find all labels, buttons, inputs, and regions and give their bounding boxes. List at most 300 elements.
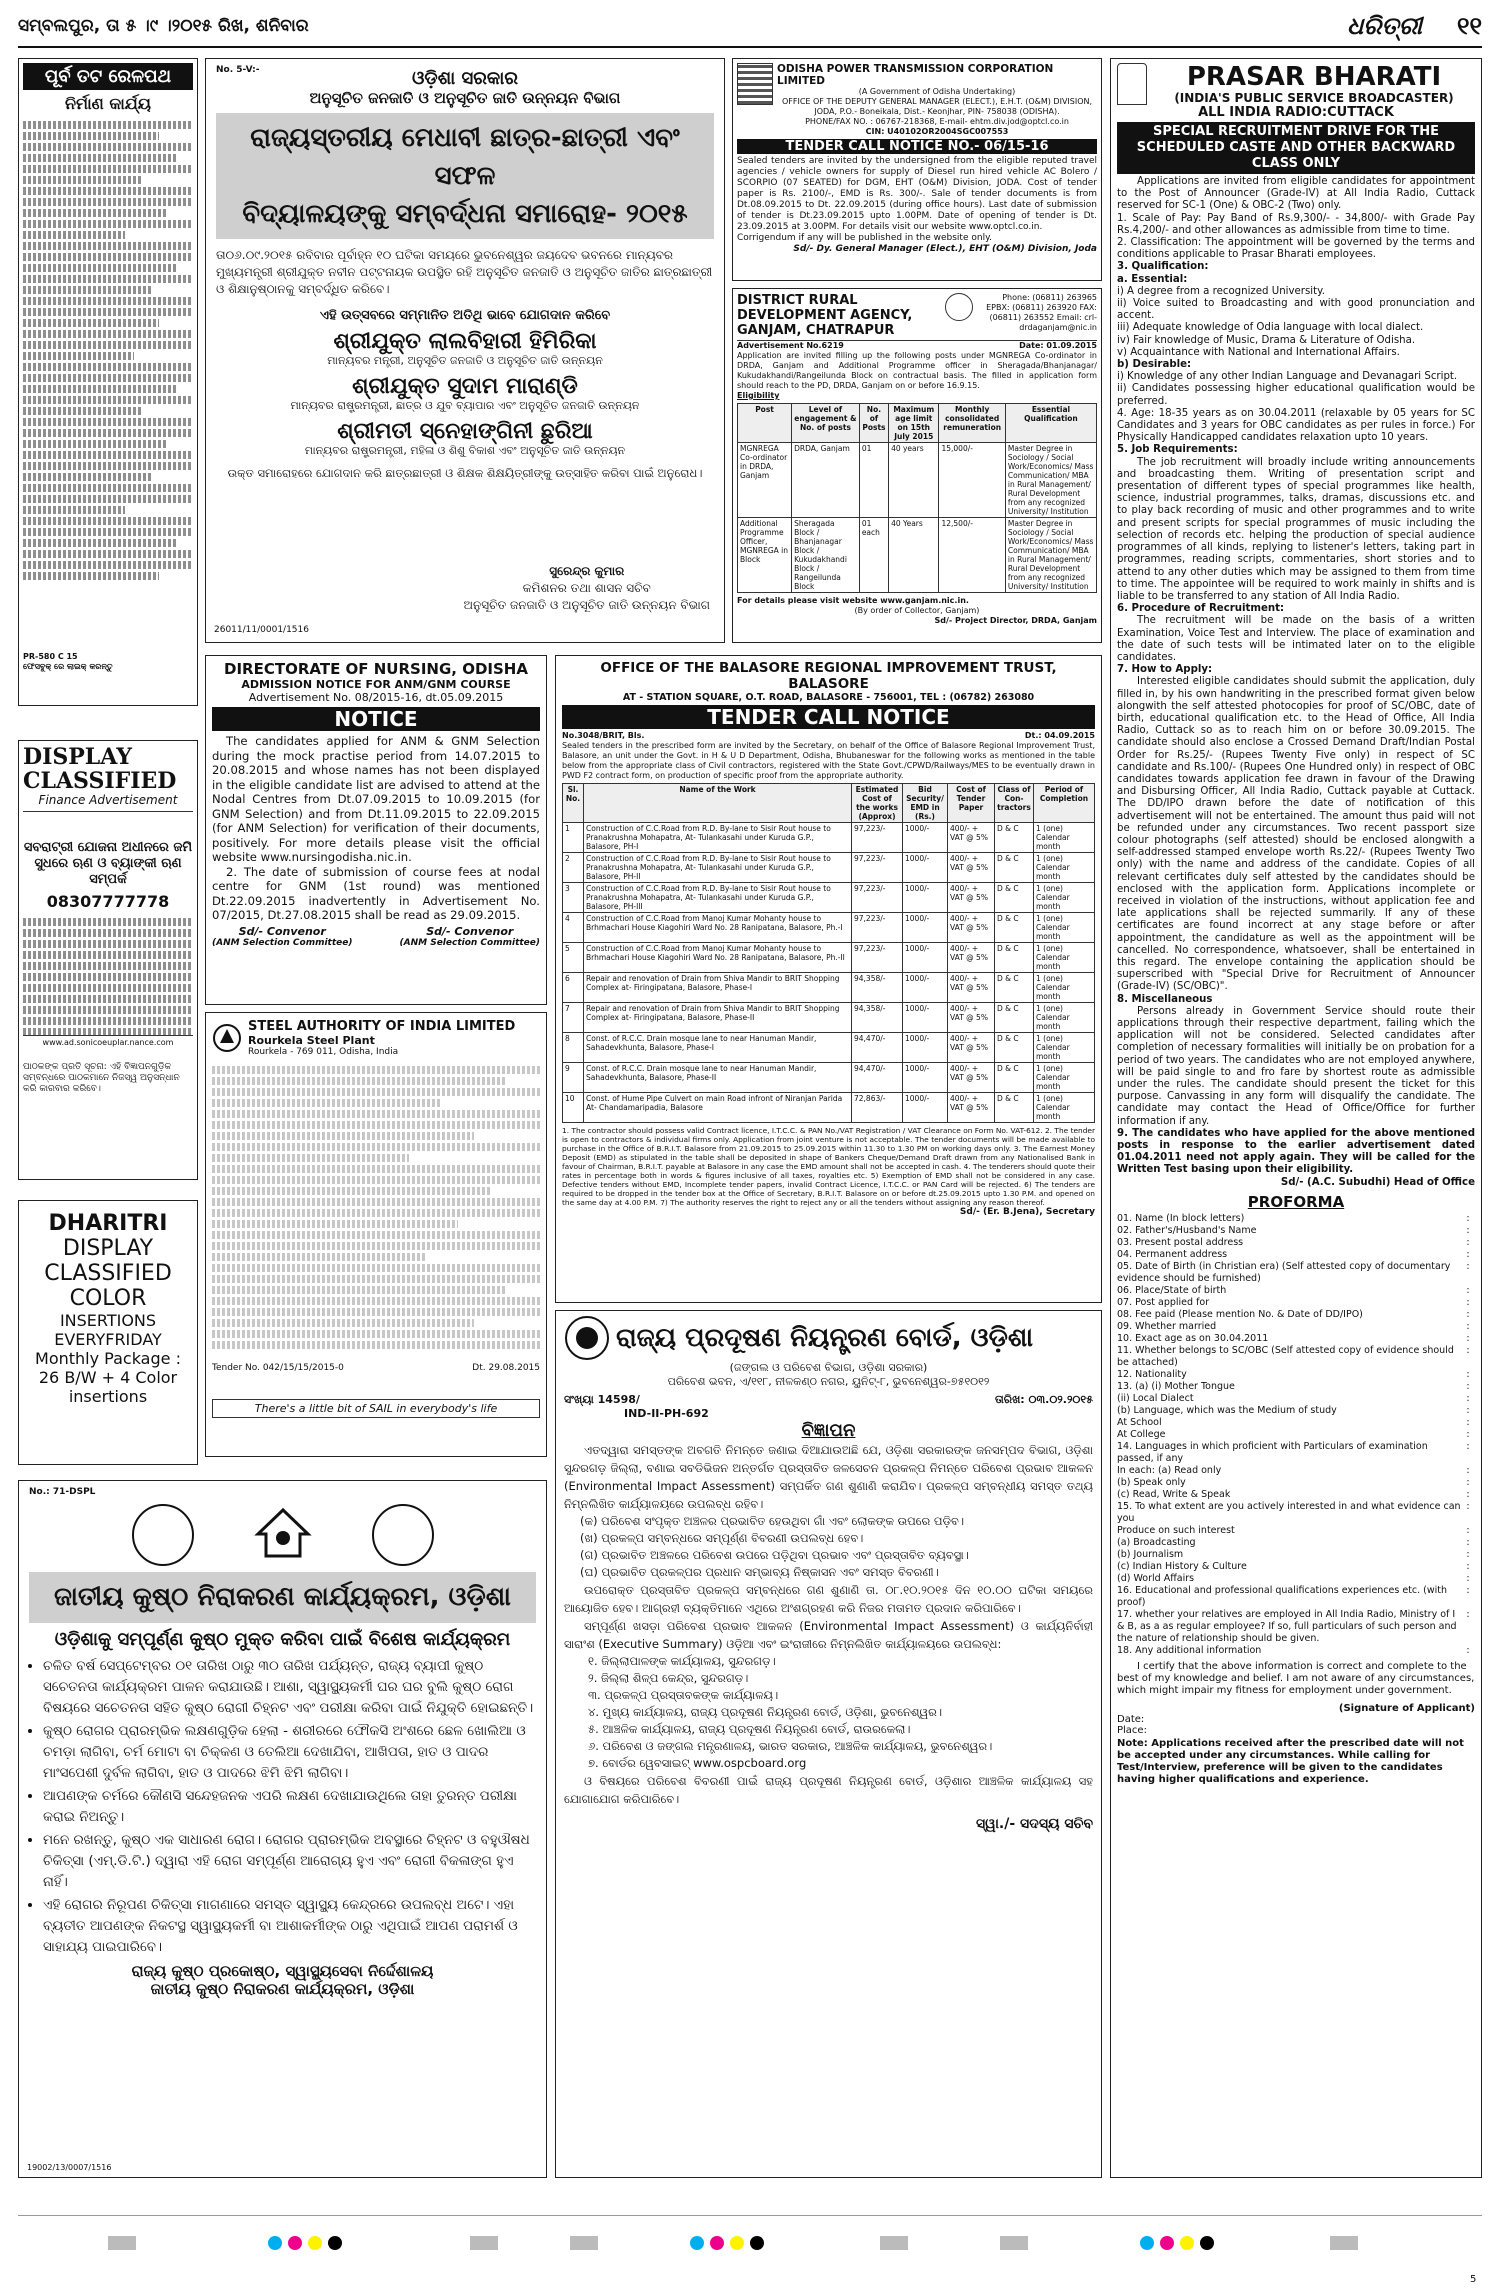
proforma-field xyxy=(1117,1549,1475,1561)
proforma-field-label: 07. Post applied for xyxy=(1117,1296,1210,1308)
prasar-note: Note: Applications received after the prescribed date will not be accepted under any circumstances. While calling for Test/Interview, preference will be given to the candidates having higher qualifications and experience. xyxy=(1117,1737,1464,1785)
brit-cell: Construction of C.C.Road from Manoj Kumar Mohanty house to Brhmachari House Kiagohiri Ward No. 28 Ranipatana, Balasore, Ph.-I xyxy=(584,913,852,943)
proforma-colon: : xyxy=(1466,1584,1470,1596)
registration-mark xyxy=(108,2236,136,2250)
govt-signature xyxy=(464,563,710,614)
drda-th-1: Level of engagement & No. of posts xyxy=(792,404,860,443)
drda-cell: 40 Years xyxy=(889,518,939,593)
ospcb-body-2: ଉପରୋକ୍ତ ପ୍ରସ୍ତାବିତ ପ୍ରକଳ୍ପ ସମ୍ବନ୍ଧରେ ଗଣ ଶୁଣାଣି ତା. ୦୮.୧୦.୨୦୧୫ ଦିନ ୧୦.୦୦ ଘଟିକା ସମୟରେ ଆୟୋଜିତ ହେବ। ଆଗ୍ରହୀ ବ୍ୟକ୍ତିମାନେ ଏଥିରେ ଅଂଶଗ୍ରହଣ କରି ନିଜର ମତାମତ ପ୍ରଦାନ କରିପାରିବେ। xyxy=(564,1583,1093,1615)
ospcb-body-1: ଏତଦ୍ୱାରା ସମସ୍ତଙ୍କ ଅବଗତି ନିମନ୍ତେ ଜଣାଇ ଦିଆଯାଉଅଛି ଯେ, ଓଡ଼ିଶା ସରକାରଙ୍କ ଜନସମ୍ପଦ ବିଭାଗ, ଓଡ଼ିଶା ସୁନ୍ଦରଗଡ଼ ଜିଲ୍ଲା, ବଣାଇ ସବଡିଭିଜନ ଅନ୍ତର୍ଗତ ପ୍ରସ୍ତାବିତ ଜଳସେଚନ ପ୍ରକଳ୍ପ ନିମନ୍ତେ ପରିବେଶ ପ୍ରଭାବ ଆକଳନ (Environmental Impact Assessment) ସମ୍ପର୍କିତ ଗଣ ଶୁଣାଣି କରାଯିବ। ପ୍ରକଳ୍ପ ସମ୍ବନ୍ଧୀୟ ସମସ୍ତ ତଥ୍ୟ ନିମ୍ନଲିଖିତ କାର୍ଯ୍ୟାଳୟରେ ଉପଲବ୍ଧ ରହିବ। xyxy=(564,1443,1093,1511)
table-row xyxy=(738,518,1097,593)
brit-cell: 94,358/- xyxy=(852,973,903,1003)
brit-cell: 1 (one) Calendar month xyxy=(1034,943,1095,973)
proforma-field-label: (b) Speak only xyxy=(1117,1476,1186,1488)
proforma-colon: : xyxy=(1466,1428,1470,1440)
sign-title: କମିଶନର ତଥା ଶାସନ ସଚିବ xyxy=(522,581,651,595)
proforma-field-label: (b) Journalism xyxy=(1117,1548,1184,1560)
proforma-colon: : xyxy=(1466,1308,1470,1320)
brit-cell: 1 (one) Calendar month xyxy=(1034,1003,1095,1033)
optcl-office: OFFICE OF THE DEPUTY GENERAL MANAGER (ELECT.), E.H.T. (O&M) DIVISION, JODA, P.O.- Boneikala, Dist.- Keonjhar, PIN- 758038 (ODISHA). xyxy=(781,97,1093,116)
proforma-colon: : xyxy=(1466,1536,1470,1548)
proforma-field-label: (d) World Affairs xyxy=(1117,1572,1195,1584)
brit-cell: 2 xyxy=(563,853,584,883)
ospcb-office-2: ୨. ଜିଲ୍ଲା ଶିଳ୍ପ କେନ୍ଦ୍ର, ସୁନ୍ଦରଗଡ଼। xyxy=(588,1671,749,1685)
brit-th-6: Period of Completion xyxy=(1034,784,1095,823)
brit-cell: 94,470/- xyxy=(852,1063,903,1093)
drda-cell: MGNREGA Co-ordinator in DRDA, Ganjam xyxy=(738,443,792,518)
drda-advertisement xyxy=(732,288,1102,643)
nursing-sub: ADMISSION NOTICE FOR ANM/GNM COURSE xyxy=(241,678,511,691)
proforma-place: Place: xyxy=(1117,1724,1147,1736)
cyan-dot xyxy=(690,2236,704,2250)
table-row xyxy=(563,883,1095,913)
sign-name: ସୁରେନ୍ଦ୍ର କୁମାର xyxy=(549,564,625,578)
optcl-sub: (A Government of Odisha Undertaking) xyxy=(858,87,1016,96)
drda-sign: Sd/- Project Director, DRDA, Ganjam xyxy=(934,616,1097,625)
black-dot xyxy=(328,2236,342,2250)
brit-cell: 97,223/- xyxy=(852,823,903,853)
ospcb-body-3: ସମ୍ପୂର୍ଣ୍ଣ ଖସଡ଼ା ପରିବେଶ ପ୍ରଭାବ ଆକଳନ (Environmental Impact Assessment) ଓ କାର୍ଯ୍ୟନିର୍ବାହୀ ସାରାଂଶ (Executive Summary) ଓଡ଼ିଆ ଏବଂ ଇଂରାଜୀରେ ନିମ୍ନଲିଖିତ କାର୍ଯ୍ୟାଳୟରେ ଉପଲବ୍ଧ: xyxy=(564,1619,1093,1651)
guest-2-role: ମାନ୍ୟବର ରାଷ୍ଟ୍ରମନ୍ତ୍ରୀ, ଛାତ୍ର ଓ ଯୁବ ବ୍ୟାପାର ଏବଂ ଅନୁସୂଚିତ ଜନଜାତି ଉନ୍ନୟନ xyxy=(290,399,640,412)
brit-tender xyxy=(555,655,1102,1303)
odisha-emblem-icon xyxy=(132,1504,194,1566)
proforma-field xyxy=(1117,1537,1475,1549)
proforma-field xyxy=(1117,1405,1475,1417)
drda-emblem xyxy=(945,293,973,321)
brit-no: No.3048/BRIT, Bls. xyxy=(562,731,645,740)
black-dot xyxy=(1200,2236,1214,2250)
proforma-field-label: (b) Language, which was the Medium of study xyxy=(1117,1404,1337,1416)
drda-cell: 40 years xyxy=(889,443,939,518)
brit-cell: 8 xyxy=(563,1033,584,1063)
prasar-p4: 4. Age: 18-35 years as on 30.04.2011 (relaxable by 05 years for SC Candidates and 3 years for OBC candidates as per rules in force.) For Physically Handicapped candidates relaxation upto 10 years. xyxy=(1117,407,1475,444)
proforma-colon: : xyxy=(1466,1464,1470,1476)
drda-contacts: Phone: (06811) 263965 EPBX: (06811) 263920 FAX: (06811) 263552 Email: crl-drdaganjam@nic.in xyxy=(986,293,1097,332)
brit-cell: 1000/- xyxy=(903,853,948,883)
drda-cell: 12,500/- xyxy=(939,518,1005,593)
proforma-field xyxy=(1117,1345,1475,1369)
brit-cell: 1 xyxy=(563,823,584,853)
govt-felicitation-ad xyxy=(205,58,725,643)
ospcb-head: ବିଜ୍ଞାପନ xyxy=(801,1420,856,1441)
proforma-field xyxy=(1117,1213,1475,1225)
brit-cell: Construction of C.C.Road from R.D. By-lane to Sisir Rout house to Pranakrushna Mohapatra, At- Tulankasahi under Kuruda G.P., Balasore, PH-I xyxy=(584,823,852,853)
table-row xyxy=(563,823,1095,853)
drda-th-3: Maximum age limit on 15th July 2015 xyxy=(889,404,939,443)
drda-th-2: No. of Posts xyxy=(859,404,888,443)
proforma-field xyxy=(1117,1309,1475,1321)
proforma-colon: : xyxy=(1466,1248,1470,1260)
proforma-field xyxy=(1117,1441,1475,1465)
yellow-dot xyxy=(308,2236,322,2250)
brit-cell: 400/- + VAT @ 5% xyxy=(948,1093,995,1123)
prasar-p5h: 5. Job Requirements: xyxy=(1117,444,1238,456)
govt-ad-code: 26011/11/0001/1516 xyxy=(214,625,309,635)
drda-cell: 01 xyxy=(859,443,888,518)
brit-cell: 1000/- xyxy=(903,1093,948,1123)
brit-cell: 1 (one) Calendar month xyxy=(1034,913,1095,943)
proforma-colon: : xyxy=(1466,1608,1470,1620)
drda-cell: Additional Programme Officer, MGNREGA in Block xyxy=(738,518,792,593)
registration-mark xyxy=(880,2236,908,2250)
leprosy-point-4: • ମନେ ରଖନ୍ତୁ, କୁଷ୍ଠ ଏକ ସାଧାରଣ ରୋଗ। ରୋଗର ପ୍ରାରମ୍ଭିକ ଅବସ୍ଥାରେ ଚିହ୍ନଟ ଓ ବହୁଔଷଧ ଚିକିତ୍ସା (ଏମ୍.ଡି.ଟି.) ଦ୍ୱାରା ଏହି ରୋଗ ସମ୍ପୂର୍ଣ୍ଣ ଆରୋଗ୍ୟ ହୁଏ ଏବଂ ରୋଗୀ ବିକଳାଙ୍ଗ ହୁଏ ନାହିଁ। xyxy=(43,1830,536,1893)
brit-addr: AT - STATION SQUARE, O.T. ROAD, BALASORE - 756001, TEL : (06782) 263080 xyxy=(622,692,1035,703)
prasar-title: PRASAR BHARATI xyxy=(1186,62,1442,92)
optcl-sign: Sd/- Dy. General Manager (Elect.), EHT (O&M) Division, Joda xyxy=(793,244,1097,254)
optcl-logo xyxy=(737,63,773,105)
leprosy-ad xyxy=(18,1480,547,2178)
prasar-station: ALL INDIA RADIO:CUTTACK xyxy=(1198,105,1394,120)
brit-cell: D & C xyxy=(995,1033,1034,1063)
table-row xyxy=(563,784,1095,823)
brit-cell: Repair and renovation of Drain from Shiva Mandir to BRIT Shopping Complex at- Firingipatana, Balasore, Phase-I xyxy=(584,973,852,1003)
proforma-colon: : xyxy=(1466,1344,1470,1356)
leprosy-point-3: • ଆପଣଙ୍କ ଚର୍ମରେ କୌଣସି ସନ୍ଦେହଜନକ ଏପରି ଲକ୍ଷଣ ଦେଖାଯାଉଥିଲେ ତାହା ତୁରନ୍ତ ପରୀକ୍ଷା କରାଇ ନିଅନ୍ତୁ। xyxy=(43,1786,536,1828)
proforma-colon: : xyxy=(1466,1404,1470,1416)
drda-body: Application are invited filling up the following posts under MGNREGA Co-ordinator in DRDA, Ganjam and Additional Programme officer in Sheragada/Bhanjanagar/ Kukudakhandi/Rangeilunda Block on contractual basis. The filled in application form should reach to the PD, DRDA, Ganjam on or before 16.9.15. xyxy=(737,351,1097,390)
dharitri-line-7: Monthly Package : xyxy=(35,1349,181,1368)
proforma-field xyxy=(1117,1417,1475,1429)
proforma-field-label: 18. Any additional information xyxy=(1117,1644,1262,1656)
ospcb-office-7: ୭. ବୋର୍ଡର ୱେବସାଇଟ୍ www.ospcboard.org xyxy=(588,1756,807,1770)
optcl-org: ODISHA POWER TRANSMISSION CORPORATION LIMITED xyxy=(777,63,1054,87)
brit-intro: Sealed tenders in the prescribed form are invited by the Secretary, on behalf of the Office of Balasore Regional Improvement Trust, Balasore, an unit under the Govt. in H & U D Department, Odisha, Bhubaneswar for the following works as mentioned in the table below from the appropriate class of Civil contractors, registered with the State Govt./CPWD/Railways/MES to be eventually drawn in PWD F2 contract form, on production of specific proof from the appropriate authority. xyxy=(562,741,1095,780)
brit-cell: 400/- + VAT @ 5% xyxy=(948,1033,995,1063)
brit-cell: 97,223/- xyxy=(852,943,903,973)
prasar-p3b: b) Desirable: xyxy=(1117,359,1192,371)
proforma-field-label: (c) Indian History & Culture xyxy=(1117,1560,1247,1572)
registration-mark xyxy=(570,2236,598,2250)
ospcb-title: ରାଜ୍ୟ ପ୍ରଦୂଷଣ ନିୟନ୍ତ୍ରଣ ବୋର୍ଡ, ଓଡ଼ିଶା xyxy=(616,1322,1034,1353)
brit-cell: 1000/- xyxy=(903,943,948,973)
ospcb-office-3: ୩. ପ୍ରକଳ୍ପ ପ୍ରସ୍ତାବକଙ୍କ କାର୍ଯ୍ୟାଳୟ। xyxy=(588,1688,779,1702)
brit-cell: 4 xyxy=(563,913,584,943)
proforma-field xyxy=(1117,1381,1475,1393)
drda-cell: Sheragada Block / Bhanjanagar Block / Kukudakhandi Block / Rangeilunda Block xyxy=(792,518,860,593)
brit-cell: 1 (one) Calendar month xyxy=(1034,1033,1095,1063)
proforma-colon: : xyxy=(1466,1560,1470,1572)
brit-cell: 7 xyxy=(563,1003,584,1033)
ospcb-list xyxy=(564,1513,1093,1581)
ospcb-logo-icon xyxy=(564,1315,610,1361)
ospcb-ref: IND-II-PH-692 xyxy=(624,1407,709,1420)
brit-cell: Construction of C.C.Road from R.D. By-lane to Sisir Rout house to Pranakrushna Mohapatra, At- Tulankasahi under Kuruda G.P., Balasore, PH-III xyxy=(584,883,852,913)
leprosy-points xyxy=(29,1656,536,1958)
sail-tagline: There's a little bit of SAIL in everybody's life xyxy=(212,1399,540,1418)
sail-body xyxy=(212,1063,540,1363)
classified-note: ପାଠକଙ୍କ ପ୍ରତି ସୂଚନା: ଏହି ବିଜ୍ଞାପନଗୁଡ଼ିକ ସମ୍ବନ୍ଧରେ ପାଠକମାନେ ନିଜସ୍ୱ ଅନୁସନ୍ଧାନ କରି କାରବାର କରିବେ। xyxy=(23,1062,180,1094)
govt-dept: ଅନୁସୂଚିତ ଜନଜାତି ଓ ଅନୁସୂଚିତ ଜାତି ଉନ୍ନୟନ ବିଭାଗ xyxy=(309,89,621,107)
brit-cell: 94,470/- xyxy=(852,1033,903,1063)
proforma-colon: : xyxy=(1466,1524,1470,1536)
display-classified xyxy=(18,740,198,1180)
classified-title: DISPLAY CLASSIFIED xyxy=(23,744,177,794)
proforma-colon: : xyxy=(1466,1416,1470,1428)
brit-cell: 10 xyxy=(563,1093,584,1123)
govt-name: ଓଡ଼ିଶା ସରକାର xyxy=(412,68,518,89)
proforma-colon: : xyxy=(1466,1212,1470,1224)
prasar-des-1: i) Knowledge of any other Indian Language and Devanagari Script. xyxy=(1117,371,1458,383)
prasar-p3a: a. Essential: xyxy=(1117,273,1188,285)
prasar-p8h: 8. Miscellaneous xyxy=(1117,993,1213,1005)
drda-footer: For details please visit website www.ganjam.nic.in. xyxy=(737,596,969,605)
drda-th-5: Essential Qualification xyxy=(1005,404,1096,443)
ospcb-sub: (ଜଙ୍ଗଲ ଓ ପରିବେଶ ବିଭାଗ, ଓଡ଼ିଶା ସରକାର) xyxy=(729,1361,928,1374)
dharitri-line-8: 26 B/W + 4 Color xyxy=(38,1368,178,1387)
leprosy-point-1: • ଚଳିତ ବର୍ଷ ସେପ୍ଟେମ୍ବର ୦୧ ତାରିଖ ଠାରୁ ୩୦ ତାରିଖ ପର୍ଯ୍ୟନ୍ତ, ରାଜ୍ୟ ବ୍ୟାପୀ କୁଷ୍ଠ ସଚେତନତା କାର୍ଯ୍ୟକ୍ରମ ପାଳନ କରାଯାଉଛି। ଆଶା, ସ୍ୱାସ୍ଥ୍ୟକର୍ମୀ ଘର ଘର ବୁଲି କୁଷ୍ଠ ରୋଗ ବିଷୟରେ ସଚେତନତା ସହିତ କୁଷ୍ଠ ରୋଗୀ ଚିହ୍ନଟ ଏବଂ ପରୀକ୍ଷା କରିବା ପାଇଁ ନିଯୁକ୍ତି ହୋଇଛନ୍ତି। xyxy=(43,1656,536,1719)
guest-intro: ଏହି ଉତ୍ସବରେ ସମ୍ମାନିତ ଅତିଥି ଭାବେ ଯୋଗଦାନ କରିବେ xyxy=(319,308,611,323)
drda-date: Date: 01.09.2015 xyxy=(1019,341,1097,350)
proforma-field-label: 17. whether your relatives are employed in All India Radio, Ministry of I & B, as a as regular employee? If so, full particulars of such person and the nature of relationship should be given. xyxy=(1117,1608,1457,1644)
proforma-field-label: (ii) Local Dialect xyxy=(1117,1392,1194,1404)
proforma-field-label: In each: (a) Read only xyxy=(1117,1464,1222,1476)
brit-cell: D & C xyxy=(995,853,1034,883)
brit-cell: D & C xyxy=(995,1063,1034,1093)
brit-cell: 1000/- xyxy=(903,883,948,913)
proforma-field-label: 03. Present postal address xyxy=(1117,1236,1244,1248)
brit-cell: D & C xyxy=(995,913,1034,943)
proforma-colon: : xyxy=(1466,1236,1470,1248)
brit-cell: 1 (one) Calendar month xyxy=(1034,973,1095,1003)
optcl-notice: TENDER CALL NOTICE NO.- 06/15-16 xyxy=(737,139,1097,154)
sail-plant: Rourkela Steel Plant xyxy=(248,1034,375,1047)
proforma-colon: : xyxy=(1466,1224,1470,1236)
registration-mark xyxy=(1330,2236,1358,2250)
proforma-date: Date: xyxy=(1117,1713,1145,1725)
brit-sign: Sd/- (Er. B.Jena), Secretary xyxy=(959,1207,1095,1217)
registration-mark xyxy=(1000,2236,1028,2250)
proforma-field-label: 16. Educational and professional qualifications experiences etc. (with proof) xyxy=(1117,1584,1448,1608)
ospcb-list-1: (କ) ପରିବେଶ ସଂପୃକ୍ତ ଅଞ୍ଚଳର ପ୍ରଭାବିତ ହେଉଥିବା ଗାଁ ଏବଂ ଲୋକଙ୍କ ଉପରେ ପଡ଼ିବ। xyxy=(580,1514,965,1528)
sail-org: STEEL AUTHORITY OF INDIA LIMITED xyxy=(248,1019,516,1034)
proforma-field xyxy=(1117,1489,1475,1501)
prasar-p2: 2. Classification: The appointment will be governed by the terms and conditions applicable to Prasar Bharati employees. xyxy=(1117,237,1475,261)
brit-cell: 400/- + VAT @ 5% xyxy=(948,943,995,973)
masthead-rule xyxy=(18,46,1482,48)
proforma-signature-label: (Signature of Applicant) xyxy=(1338,1702,1475,1714)
optcl-phone: PHONE/FAX NO. : 06767-218368, E-mail- ehtm.div.jod@optcl.co.in xyxy=(805,117,1069,126)
proforma-field-label: 15. To what extent are you actively interested in and what evidence can you xyxy=(1117,1500,1461,1524)
sail-tender-no: Tender No. 042/15/15/2015-0 xyxy=(212,1363,344,1373)
brit-date: Dt.: 04.09.2015 xyxy=(1024,731,1095,740)
proforma-field xyxy=(1117,1477,1475,1489)
proforma-field-label: (a) Broadcasting xyxy=(1117,1536,1196,1548)
nursing-notice-bar: NOTICE xyxy=(212,707,540,731)
proforma-field-label: 01. Name (In block letters) xyxy=(1117,1212,1245,1224)
prasar-ess-4: iv) Fair knowledge of Music, Drama & Literature of Odisha. xyxy=(1117,334,1416,346)
brit-cell: 1000/- xyxy=(903,823,948,853)
ospcb-body-4: ଓ ବିଷୟରେ ପରିବେଶ ବିବରଣୀ ପାଇଁ ରାଜ୍ୟ ପ୍ରଦୂଷଣ ନିୟନ୍ତ୍ରଣ ବୋର୍ଡ, ଓଡ଼ିଶାର ଆଞ୍ଚଳିକ କାର୍ଯ୍ୟାଳୟ ସହ ଯୋଗାଯୋଗ କରିପାରିବେ। xyxy=(564,1774,1093,1806)
proforma-field xyxy=(1117,1261,1475,1285)
brit-cell: 72,863/- xyxy=(852,1093,903,1123)
brit-cell: 400/- + VAT @ 5% xyxy=(948,1003,995,1033)
proforma-field xyxy=(1117,1525,1475,1537)
drda-cell: Master Degree in Sociology / Social Work/Economics/ Mass Communication/ MBA in Rural Management/ Rural Development from any recognized University/ Institution xyxy=(1005,443,1096,518)
prasar-ess-3: iii) Adequate knowledge of Odia language with local dialect. xyxy=(1117,322,1424,334)
proforma-colon: : xyxy=(1466,1476,1470,1488)
proforma-field xyxy=(1117,1501,1475,1525)
proforma-field xyxy=(1117,1609,1475,1645)
brit-cell: Const. of R.C.C. Drain mosque lane to near Hanuman Mandir, Sahadevkhunta, Balasore, Phase-II xyxy=(584,1063,852,1093)
guest-1-role: ମାନ୍ୟବର ମନ୍ତ୍ରୀ, ଅନୁସୂଚିତ ଜନଜାତି ଓ ଅନୁସୂଚିତ ଜାତି ଉନ୍ନୟନ xyxy=(327,354,603,367)
proforma-colon: : xyxy=(1466,1392,1470,1404)
cyan-dot xyxy=(268,2236,282,2250)
brit-table xyxy=(562,783,1095,1123)
dharitri-line-9: insertions xyxy=(68,1387,148,1406)
brit-cell: 97,223/- xyxy=(852,883,903,913)
table-row xyxy=(563,853,1095,883)
proforma-colon: : xyxy=(1466,1548,1470,1560)
prasar-bharati-ad xyxy=(1110,58,1482,2178)
table-row xyxy=(738,443,1097,518)
house-logo-icon xyxy=(254,1504,312,1562)
tender-list-body xyxy=(23,118,193,648)
prasar-ess-1: i) A degree from a recognized University. xyxy=(1117,285,1325,297)
dharitri-line-6: EVERYFRIDAY xyxy=(54,1330,162,1349)
paper-name: ଧରିତ୍ରୀ xyxy=(1347,12,1422,40)
proforma-field-label: 10. Exact age as on 30.04.2011 xyxy=(1117,1332,1269,1344)
brit-cell: 1000/- xyxy=(903,1003,948,1033)
prasar-p7h: 7. How to Apply: xyxy=(1117,664,1213,676)
proforma-field xyxy=(1117,1237,1475,1249)
dharitri-line-4: COLOR xyxy=(69,1286,147,1311)
table-row xyxy=(563,913,1095,943)
optcl-tender xyxy=(732,58,1102,281)
ospcb-office-5: ୫. ଆଞ୍ଚଳିକ କାର୍ଯ୍ୟାଳୟ, ରାଜ୍ୟ ପ୍ରଦୂଷଣ ନିୟନ୍ତ୍ରଣ ବୋର୍ଡ, ରାଉରକେଲା। xyxy=(588,1722,911,1736)
proforma-field xyxy=(1117,1333,1475,1345)
guest-1-name: ଶ୍ରୀଯୁକ୍ତ ଲାଲବିହାରୀ ହିମିରିକା xyxy=(333,329,597,354)
proforma-colon: : xyxy=(1466,1260,1470,1272)
proforma-field-label: At School xyxy=(1117,1416,1162,1428)
proforma-field-label: 12. Nationality xyxy=(1117,1368,1187,1380)
national-emblem-icon xyxy=(1117,63,1147,105)
brit-cell: 1 (one) Calendar month xyxy=(1034,1063,1095,1093)
brit-cell: D & C xyxy=(995,1003,1034,1033)
registration-mark xyxy=(470,2236,498,2250)
govt-headline xyxy=(216,113,714,239)
brit-cell: Construction of C.C.Road from R.D. By-lane to Sisir Rout house to Pranakrushna Mohapatra, At- Tulankasahi under Kuruda G.P., Balasore, PH-II xyxy=(584,853,852,883)
brit-cell: 400/- + VAT @ 5% xyxy=(948,1063,995,1093)
proforma-field-label: 04. Permanent address xyxy=(1117,1248,1228,1260)
proforma-colon: : xyxy=(1466,1500,1470,1512)
proforma-field xyxy=(1117,1249,1475,1261)
brit-title: OFFICE OF THE BALASORE REGIONAL IMPROVEMENT TRUST, BALASORE xyxy=(600,660,1057,692)
cyan-dot xyxy=(1140,2236,1154,2250)
guest-3-name: ଶ୍ରୀମତୀ ସ୍ନେହାଙ୍ଗିନୀ ଛୁରିଆ xyxy=(337,419,593,444)
proforma-field xyxy=(1117,1321,1475,1333)
proforma-field xyxy=(1117,1645,1475,1657)
brit-cell: 400/- + VAT @ 5% xyxy=(948,823,995,853)
brit-th-0: Sl. No. xyxy=(563,784,584,823)
brit-cell: 1 (one) Calendar month xyxy=(1034,853,1095,883)
drda-title: DISTRICT RURAL DEVELOPMENT AGENCY, GANJAM, CHATRAPUR xyxy=(737,293,913,338)
drda-cell: 15,000/- xyxy=(939,443,1005,518)
yellow-dot xyxy=(730,2236,744,2250)
leprosy-footer-2: ଜାତୀୟ କୁଷ୍ଠ ନିରାକରଣ କାର୍ଯ୍ୟକ୍ରମ, ଓଡ଼ିଶା xyxy=(150,1980,415,1998)
ospcb-addr: ପରିବେଶ ଭବନ, ଏ/୧୧୮, ନୀଳକଣ୍ଠ ନଗର, ୟୁନିଟ୍-୮, ଭୁବନେଶ୍ୱର-୭୫୧୦୧୨ xyxy=(667,1375,990,1388)
classified-website: www.ad.sonicoeuplar.nance.com xyxy=(23,1035,193,1048)
brit-cell: 1000/- xyxy=(903,913,948,943)
govt-ad-no: No. 5-V:- xyxy=(216,65,260,75)
leprosy-title: ଜାତୀୟ କୁଷ୍ଠ ନିରାକରଣ କାର୍ଯ୍ୟକ୍ରମ, ଓଡ଼ିଶା xyxy=(29,1572,536,1623)
brit-cell: Const. of R.C.C. Drain mosque lane to near Hanuman Mandir, Sahadevkhunta, Balasore, Phase-I xyxy=(584,1033,852,1063)
brit-th-2: Estimated Cost of the works (Approx) xyxy=(852,784,903,823)
brit-cell: 6 xyxy=(563,973,584,1003)
proforma-field-label: 06. Place/State of birth xyxy=(1117,1284,1227,1296)
magenta-dot xyxy=(288,2236,302,2250)
footer-page-number: 5 xyxy=(1470,2274,1477,2285)
ospcb-date: ତାରିଖ: ୦୩.୦୨.୨୦୧୫ xyxy=(995,1393,1093,1406)
proforma-field-label: 05. Date of Birth (in Christian era) (Self attested copy of documentary evidence should be furnished) xyxy=(1117,1260,1451,1284)
proforma-field xyxy=(1117,1465,1475,1477)
railway-subtitle: ନିର୍ମାଣ କାର୍ଯ୍ୟ xyxy=(65,94,151,113)
magenta-dot xyxy=(1160,2236,1174,2250)
classified-odia-head: ସବରାଟ୍ରୀ ଯୋଜନା ଅଧୀନରେ ଜମି ସୁଧରେ ଋଣ ଓ ବ୍ୟାଙ୍କୀ ଋଣ ସମ୍ପର୍କ xyxy=(23,840,193,887)
prasar-sub: (INDIA'S PUBLIC SERVICE BROADCASTER) xyxy=(1174,91,1454,105)
proforma-colon: : xyxy=(1466,1572,1470,1584)
prasar-p6: The recruitment will be made on the basis of a written Examination, Voice Test and Interview. The place of examination and the date of such tests will be intimated later on to the eligible candidates. xyxy=(1117,615,1475,663)
proforma-field-label: 08. Fee paid (Please mention No. & Date of DD/IPO) xyxy=(1117,1308,1363,1320)
guest-2-name: ଶ୍ରୀଯୁକ୍ତ ସୁଦାମ ମାରାଣ୍ଡି xyxy=(352,374,578,399)
proforma-colon: : xyxy=(1466,1284,1470,1296)
drda-cell: 01 each xyxy=(859,518,888,593)
leprosy-code: 19002/13/0007/1516 xyxy=(27,2163,112,2172)
brit-cell: Construction of C.C.Road from Manoj Kumar Mohanty house to Brhmachari House Kiagohiri Ward No. 28 Ranipatana, Balasore, Ph.-II xyxy=(584,943,852,973)
footer-rule xyxy=(18,2215,1482,2216)
nursing-title: DIRECTORATE OF NURSING, ODISHA xyxy=(224,660,528,678)
sail-logo-icon xyxy=(212,1023,242,1053)
drda-th-4: Monthly consolidated remuneration xyxy=(939,404,1005,443)
proforma-field xyxy=(1117,1297,1475,1309)
railway-ref: PR-580 C 15 xyxy=(23,652,78,661)
guest-3-role: ମାନ୍ୟବର ରାଷ୍ଟ୍ରମନ୍ତ୍ରୀ, ମହିଳା ଓ ଶିଶୁ ବିକାଶ ଏବଂ ଅନୁସୂଚିତ ଜାତି ଉନ୍ନୟନ xyxy=(304,444,626,457)
sail-date: Dt. 29.08.2015 xyxy=(472,1363,540,1373)
dharitri-line-1: DHARITRI xyxy=(48,1211,168,1236)
prasar-intro: Applications are invited from eligible candidates for appointment to the Post of Announcer (Grade-IV) at All India Radio, Cuttack reserved for SC-1 (One) & OBC-2 (Two) only. xyxy=(1117,176,1475,212)
proforma-field-label: 09. Whether married xyxy=(1117,1320,1217,1332)
prasar-sign: Sd/- (A.C. Subudhi) Head of Office xyxy=(1280,1176,1475,1188)
brit-cell: 1000/- xyxy=(903,1063,948,1093)
proforma-field xyxy=(1117,1393,1475,1405)
proforma-field-label: Produce on such interest xyxy=(1117,1524,1235,1536)
ospcb-list-2: (ଖ) ପ୍ରକଳ୍ପ ସମ୍ବନ୍ଧରେ ସମ୍ପୂର୍ଣ୍ଣ ବିବରଣୀ ଉପଲବ୍ଧ ହେବ। xyxy=(580,1531,864,1545)
brit-cell: Repair and renovation of Drain from Shiva Mandir to BRIT Shopping Complex at- Firingipatana, Balasore, Phase-II xyxy=(584,1003,852,1033)
prasar-drive: SPECIAL RECRUITMENT DRIVE FOR THE SCHEDULED CASTE AND OTHER BACKWARD CLASS ONLY xyxy=(1117,122,1475,174)
classified-subtitle: Finance Advertisement xyxy=(23,793,193,812)
leprosy-footer-1: ରାଜ୍ୟ କୁଷ୍ଠ ପ୍ରକୋଷ୍ଠ, ସ୍ୱାସ୍ଥ୍ୟସେବା ନିର୍ଦ୍ଦେଶାଳୟ xyxy=(131,1962,434,1980)
table-row xyxy=(563,1033,1095,1063)
leprosy-no: No.: 71-DSPL xyxy=(29,1487,96,1497)
nursing-notice xyxy=(205,655,547,1005)
proforma-field-label: 11. Whether belongs to SC/OBC (Self attested copy of evidence should be attached) xyxy=(1117,1344,1454,1368)
drda-th-0: Post xyxy=(738,404,792,443)
classified-phone: 08307777778 xyxy=(46,892,170,911)
proforma-colon: : xyxy=(1466,1296,1470,1308)
table-row xyxy=(563,973,1095,1003)
sail-addr: Rourkela - 769 011, Odisha, India xyxy=(248,1047,399,1057)
brit-cell: 9 xyxy=(563,1063,584,1093)
proforma-colon: : xyxy=(1466,1332,1470,1344)
proforma-field xyxy=(1117,1573,1475,1585)
prasar-p7: Interested eligible candidates should submit the application, duly filled in, by his own handwriting in the prescribed format given below alongwith the self attested photocopies for proof of SC/OBC, date of birth, educational qualification etc. to the Head of Office, All India Radio, Cuttack so as to reach him on or before 30.09.2015. The candidate should also enclose a Crossed Demand Draft/Indian Postal Order for Rs.25/- (Rupees Twenty Five only) in respect of SC candidate and Rs.100/- (Rupees One Hundred only) in respect of OBC candidates towards application fee drawn in favour of the Drawing and Disbursing Officer, All India Radio, Cuttack payable at Cuttack. The DD/IPO drawn before the date of notification of this advertisement will not be entertained. The amount thus paid will not be refunded under any circumstances. Two recent passport size colour photographs (self attested) should be enclosed alongwith a self-addressed stamped envelope worth Rs.22/- (Rupees Twenty Two only) with the name and address of the candidate. Copies of all relevant certificates duly self attested by the candidates should be enclosed with the application form. Applications incomplete or received in violation of the instructions, without application fee and late applications shall be rejected summarily. If any of these certificates are found incorrect at any stage before or after appointment, the candidature as well as the appointment will be cancelled. No correspondence, whatsoever, shall be entertained in this regard. The envelope containing the application should be superscribed with "Special Drive for Recruitment of Announcer (Grade-IV) (SC/OBC)". xyxy=(1117,676,1475,993)
prasar-body xyxy=(1117,176,1475,1189)
magenta-dot xyxy=(710,2236,724,2250)
optcl-corrigendum: Corrigendum if any will be published in the website only. xyxy=(737,233,992,243)
brit-cell: 1000/- xyxy=(903,1033,948,1063)
proforma-colon: : xyxy=(1466,1488,1470,1500)
ospcb-sign: ସ୍ୱା./- ସଦସ୍ୟ ସଚିବ xyxy=(976,1816,1093,1832)
proforma-title: PROFORMA xyxy=(1247,1192,1345,1211)
